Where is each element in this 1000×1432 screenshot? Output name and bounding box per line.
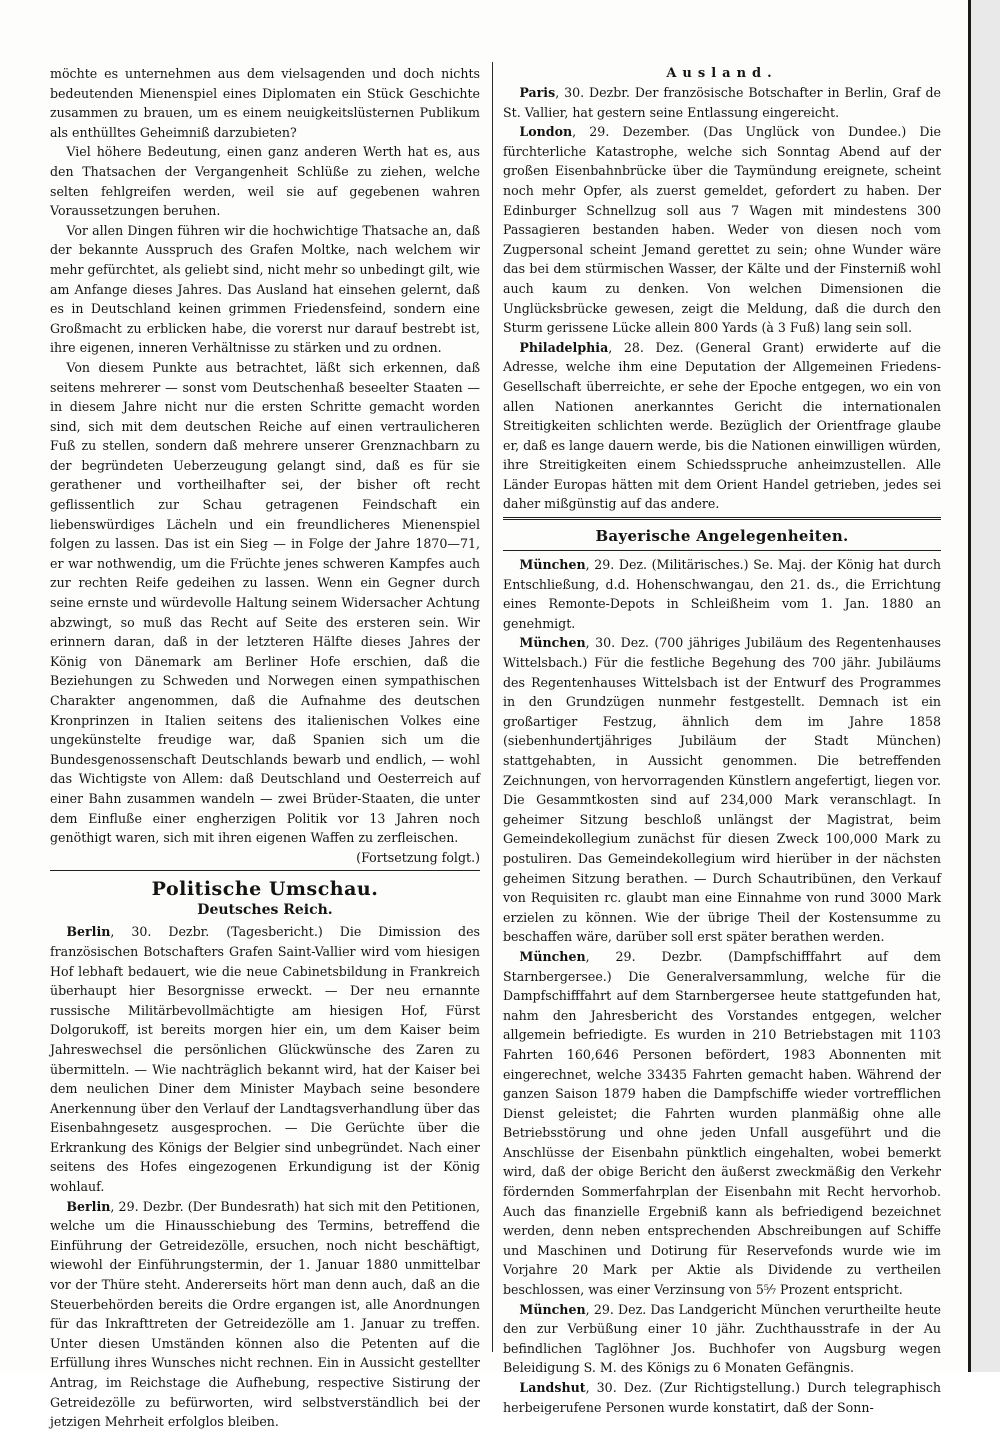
paragraph-moltke: Vor allen Dingen führen wir die hochwichtige Thatsache an, daß der bekannte Ausspruch des Grafen Moltke, nach welchem wir mehr gefürchtet, als geliebt sind, nicht mehr so unbedingt gilt, wie am Anfange dieses Jahres. Das Ausland hat einsehen gelernt, daß es in Deutschland keinen grimmen Friedensfeind, sondern eine Großmacht zu erblicken habe, die vorerst nur darauf bestrebt ist, ihre eigenen, inneren Verhältnisse zu stärken und zu ordnen. [50,222,480,356]
article-muenchen-dampfschifffahrt [503,947,941,1300]
article-landshut [503,1378,941,1417]
dateline: Berlin [66,924,111,940]
dateline: London [519,124,573,140]
article-body: , 29. Dez. Das Landgericht München verurtheilte heute den zur Verbüßung einer 10 jähr. Zuchthausstrafe in der Au befindlichen Taglöhner Jos. Buchhofer von Augsburg wegen Beleidigung S. M. des Königs zu 6 Monaten Gefängnis. [503,1301,941,1376]
article-berlin-tagesbericht [50,922,480,1196]
continuation-note: (Fortsetzung folgt.) [356,849,480,865]
article-london-dundee [503,122,941,338]
dateline: Landshut [519,1380,586,1395]
article-muenchen-jubilaeum [503,633,941,947]
article-body: , 29. Dezbr. (Der Bundesrath) hat sich mit den Petitionen, welche um die Hinausschiebung des Termins, betreffend die Einführung der Getreidezölle, ersuchen, noch nicht beschäftigt, wiewohl der Einführungstermin, der 1. Januar 1880 unmittelbar vor der Thüre steht. Andererseits hört man denn auch, daß an die Steuerbehörden bereits die Ordre ergangen ist, alle Anordnungen für das Inkrafttreten der Getreidezölle am 1. Januar zu treffen. Unter diesen Umständen können also die Petenten auf die Erfüllung ihres Wunsches nicht rechnen. Ein in Aussicht gestellter Antrag, im Reichstage die Aufhebung, respective Sistirung der Getreidezölle zu befürworten, wird selbstverständlich bei der jetzigen Mehrheit erfolglos bleiben. [50,1198,480,1430]
article-body: , 30. Dezbr. Der französische Botschafter in Berlin, Graf de St. Vallier, hat gestern seine Entlassung eingereicht. [503,85,941,120]
paragraph-neighbours: Von diesem Punkte aus betrachtet, läßt sich erkennen, daß seitens mehrerer — sonst vom Deutschenhaß beseelter Staaten — in diesem Jahre nicht nur die ersten Schritte gemacht worden sind, sich mit dem deutschen Reiche auf einen vertraulicheren Fuß zu stellen, sondern daß mehrere unserer Grenznachbarn zu der begründeten Ueberzeugung gelangt sind, daß es für sie gerathener und vortheilhafter sei, der bisher oft recht geflissentlich zur Schau getragenen Feindschaft ein liebenswürdiges Lächeln und ein freundlicheres Mienenspiel folgen zu lassen. Das ist ein Sieg — in Folge der Jahre 1870—71, er war nothwendig, um die Früchte jenes schweren Kampfes auch zur rechten Reife gedeihen zu lassen. Wenn ein Gegner durch seine ernste und würdevolle Haltung seinem Widersacher Achtung abzwingt, so muß das Recht auf Seite des ersteren sein. Wir erinnern daran, daß in der letzteren Hälfte dieses Jahres der König von Dänemark am Berliner Hofe erschien, daß die Beziehungen zu Schweden und Norwegen einen sympathischen Charakter angenommen, daß die Aufnahme des deutschen Kronprinzen in Italien seitens des italienischen Volkes eine ungekünstelte freudige war, daß Spanien sich um die Bundesgenossenschaft Deutschlands bewarb und endlich, — wohl das Wichtigste von Allem: daß Deutschland und Oesterreich auf einer Bahn zusammen wandeln — zwei Brüder-Staaten, die unter dem Einfluße einer engherzigen Politik vor 13 Jahren noch genöthigt waren, sich mit ihren eigenen Waffen zu zerfleischen. [50,359,480,846]
dateline: München [519,948,586,964]
dateline: Paris [519,85,556,100]
article-muenchen-landgericht [503,1300,941,1378]
section-rule [503,550,941,551]
section-title-ausland: Ausland. [666,66,778,81]
article-body: , 28. Dez. (General Grant) erwiderte auf die Adresse, welche ihm eine Deputation der Allgemeinen Friedens-Gesellschaft überreichte, er sehe der Epoche entgegen, wo ein von allen Nationen anerkanntes Gericht die internationalen Streitigkeiten schlichten werde. Bezüglich der Orientfrage glaube er, daß es lange dauern werde, bis die Nationen einwilligen würden, ihre Streitigkeiten einem Schiedsspruche anheimzustellen. Alle Länder Europas hätten mit dem Orient Handel getrieben, jedes sei daher mißgünstig auf das andere. [503,339,941,512]
left-column [50,64,480,1430]
article-philadelphia-grant [503,338,941,514]
page-edge-border [968,0,1000,1372]
dateline: Philadelphia [519,339,609,355]
section-rule [50,870,480,871]
column-divider [492,62,493,1352]
dateline: München [519,1301,586,1317]
article-body: , 29. Dez. (Militärisches.) Se. Maj. der König hat durch Entschließung, d.d. Hohenschwangau, den 21. ds., die Errichtung eines Remonte-Depots in Schleißheim vom 1. Jan. 1880 an genehmigt. [503,557,941,631]
section-rule [503,517,941,520]
subsection-title-deutsches-reich: Deutsches Reich. [197,902,333,919]
article-muenchen-militaerisches [503,555,941,633]
article-berlin-bundesrath [50,1197,480,1432]
section-title-bayerische-angelegenheiten: Bayerische Angelegenheiten. [595,527,849,546]
article-paris [503,83,941,122]
article-body: , 30. Dezbr. (Tagesbericht.) Die Dimission des französischen Botschafters Grafen Saint-Vallier wird vom hiesigen Hof lebhaft bedauert, wie die neue Cabinetsbildung in Frankreich überhaupt hier Besorgnisse erweckt. — Der neu ernannte russische Militärbevollmächtigte am hiesigen Hof, Fürst Dolgorukoff, ist bereits morgen hier ein, um dem Kaiser beim Jahreswechsel die persönlichen Glückwünsche des Zaren zu übermitteln. — Wie nachträglich bekannt wird, hat der Kaiser bei dem neulichen Diner dem Minister Maybach seine besondere Anerkennung über den Verlauf der Landtagsverhandlung über das Eisenbahngesetz ausgesprochen. — Die Gerüchte über die Erkrankung des Königs der Belgier sind unbegründet. Nach einer seitens des Hofes eingezogenen Erkundigung ist der König wohlauf. [50,924,480,1195]
paragraph-higher-meaning: Viel höhere Bedeutung, einen ganz anderen Werth hat es, aus den Thatsachen der Vergangenheit Schlüße zu ziehen, welche selten fehlgreifen werden, weil sie auf gegebenen wahren Voraussetzungen beruhen. [50,144,480,219]
article-body: , 29. Dezbr. (Dampfschifffahrt auf dem Starnbergersee.) Die Generalversammlung, welche für die Dampfschifffahrt auf dem Starnbergersee heute stattgefunden hat, nahm den Jahresbericht des Vorstandes entgegen, welcher allgemein befriedigte. Es wurden in 210 Betriebstagen mit 1103 Fahrten 160,646 Personen befördert, 1983 Abonnenten mit eingerechnet, welche 33435 Fahrten gemacht haben. Während der ganzen Saison 1879 haben die Dampfschiffe wieder vortrefflichen Dienst geleistet; die Fahrten wurden planmäßig ohne alle Betriebsstörung und ohne jeden Unfall ausgeführt und die Anschlüsse der Eisenbahn pünktlich eingehalten, wobei bemerkt wird, daß der obige Bericht den äußerst zweckmäßig den Verkehr fördernden Sommerfahrplan der Eisenbahn mit Recht hervorhob. Auch das finanzielle Ergebniß kann als befriedigend bezeichnet werden, denn neben entsprechenden Abschreibungen auf Schiffe und Maschinen und Dotirung für Reservefonds wurde wie im Vorjahre 20 Mark per Aktie als Dividende zu vertheilen beschlossen, was einer Verzinsung von 5⁵⁄₇ Prozent entspricht. [503,948,941,1298]
right-column [503,64,941,1415]
dateline: München [519,557,586,573]
paragraph-continuation: möchte es unternehmen aus dem vielsagenden und doch nichts bedeutenden Mienenspiel eines Diplomaten ein Stück Geschichte zusammen zu brauen, um es einem neuigkeitslüsternen Publikum als enthülltes Geheimniß darzubieten? [50,66,480,140]
article-body: , 30. Dez. (Zur Richtigstellung.) Durch telegraphisch herbeigerufene Personen wurde konstatirt, daß der Sonn- [503,1380,941,1415]
dateline: München [519,635,586,651]
dateline: Berlin [66,1198,111,1214]
section-title-politische-umschau: Politische Umschau. [151,878,379,901]
article-body: , 30. Dez. (700 jähriges Jubiläum des Regentenhauses Wittelsbach.) Für die festliche Begehung des 700 jähr. Jubiläums des Regentenhauses Wittelsbach ist der Entwurf des Programmes in den Grundzügen nunmehr festgestellt. Demnach ist ein großartiger Festzug, ähnlich dem im Jahre 1858 (siebenhundertjähriges Jubiläum der Stadt München) stattgehabten, in Aussicht genommen. Die betreffenden Zeichnungen, von hervorragenden Künstlern angefertigt, liegen vor. Die Gesammtkosten sind auf 234,000 Mark veranschlagt. In geheimer Sitzung beschloß unlängst der Magistrat, beim Gemeindekollegium zunächst für diesen Zweck 100,000 Mark zu postuliren. Das Gemeindekollegium wird hierüber in der nächsten geheimen Sitzung berathen. — Durch Schautribünen, den Verkauf von Requisiten rc. glaubt man eine Einnahme von rund 3000 Mark erzielen zu können. Wie der übrige Theil der Kostensumme zu beschaffen wäre, darüber soll erst später berathen werden. [503,635,941,945]
article-body: , 29. Dezember. (Das Unglück von Dundee.) Die fürchterliche Katastrophe, welche sich Sonntag Abend auf der großen Eisenbahnbrücke über die Taymündung ereignete, scheint noch mehr Opfer, als zuerst gemeldet, gefordert zu haben. Der Edinburger Schnellzug soll aus 7 Wagen mit mindestens 300 Passagieren bestanden haben. Weder von diesen noch vom Zugpersonal scheint Jemand gerettet zu sein; ohne Wunder wäre das bei dem stürmischen Wasser, der Kälte und der Finsterniß wohl auch kaum zu denken. Von welchen Dimensionen die Unglücksbrücke gewesen, zeigt die Meldung, daß die durch den Sturm gerissene Lücke allein 800 Yards (à 3 Fuß) lang sein soll. [503,124,941,336]
